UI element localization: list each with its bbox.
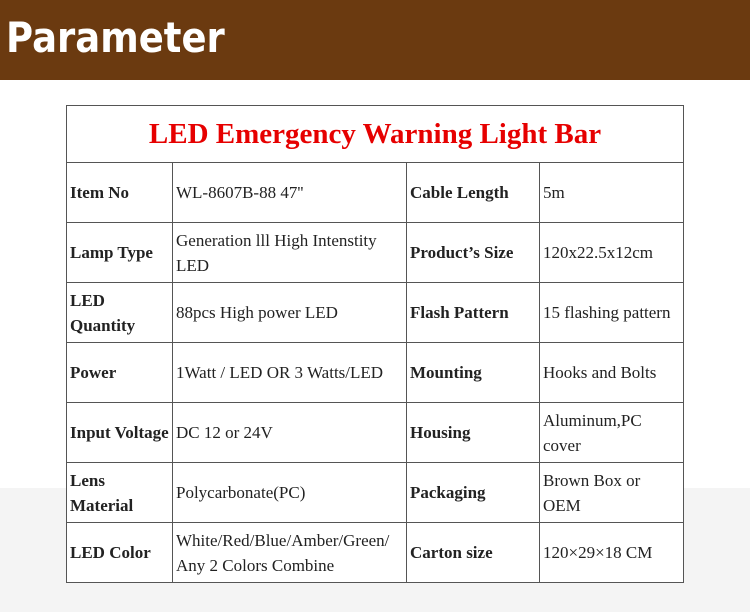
spec-value: Aluminum,PC cover <box>540 403 684 463</box>
spec-value: WL-8607B-88 47'' <box>173 163 407 223</box>
spec-value: Brown Box or OEM <box>540 463 684 523</box>
spec-value: Polycarbonate(PC) <box>173 463 407 523</box>
spec-label: Lens Material <box>67 463 173 523</box>
spec-value: Generation lll High Intenstity LED <box>173 223 407 283</box>
table-row <box>67 163 684 223</box>
spec-table <box>66 105 684 583</box>
table-row <box>67 343 684 403</box>
spec-label: Lamp Type <box>67 223 173 283</box>
spec-value: 5m <box>540 163 684 223</box>
table-row <box>67 463 684 523</box>
spec-value: White/Red/Blue/Amber/Green/ Any 2 Colors Combine <box>173 523 407 583</box>
spec-value: Hooks and Bolts <box>540 343 684 403</box>
spec-value: 1Watt / LED OR 3 Watts/LED <box>173 343 407 403</box>
spec-label: Item No <box>67 163 173 223</box>
spec-label: Input Voltage <box>67 403 173 463</box>
spec-label: Cable Length <box>407 163 540 223</box>
spec-value: 120x22.5x12cm <box>540 223 684 283</box>
table-title-row <box>67 106 684 163</box>
spec-value: DC 12 or 24V <box>173 403 407 463</box>
spec-value: 88pcs High power LED <box>173 283 407 343</box>
spec-label: Packaging <box>407 463 540 523</box>
spec-label: Flash Pattern <box>407 283 540 343</box>
table-row <box>67 223 684 283</box>
table-row <box>67 403 684 463</box>
table-title: LED Emergency Warning Light Bar <box>67 106 684 163</box>
spec-label: Power <box>67 343 173 403</box>
spec-label: LED Color <box>67 523 173 583</box>
spec-label: Mounting <box>407 343 540 403</box>
spec-label: LED Quantity <box>67 283 173 343</box>
spec-label: Product’s Size <box>407 223 540 283</box>
table-row <box>67 283 684 343</box>
header-banner <box>0 0 750 80</box>
spec-label: Housing <box>407 403 540 463</box>
spec-value: 120×29×18 CM <box>540 523 684 583</box>
table-row <box>67 523 684 583</box>
spec-label: Carton size <box>407 523 540 583</box>
spec-value: 15 flashing pattern <box>540 283 684 343</box>
banner-title: Parameter <box>6 13 225 62</box>
